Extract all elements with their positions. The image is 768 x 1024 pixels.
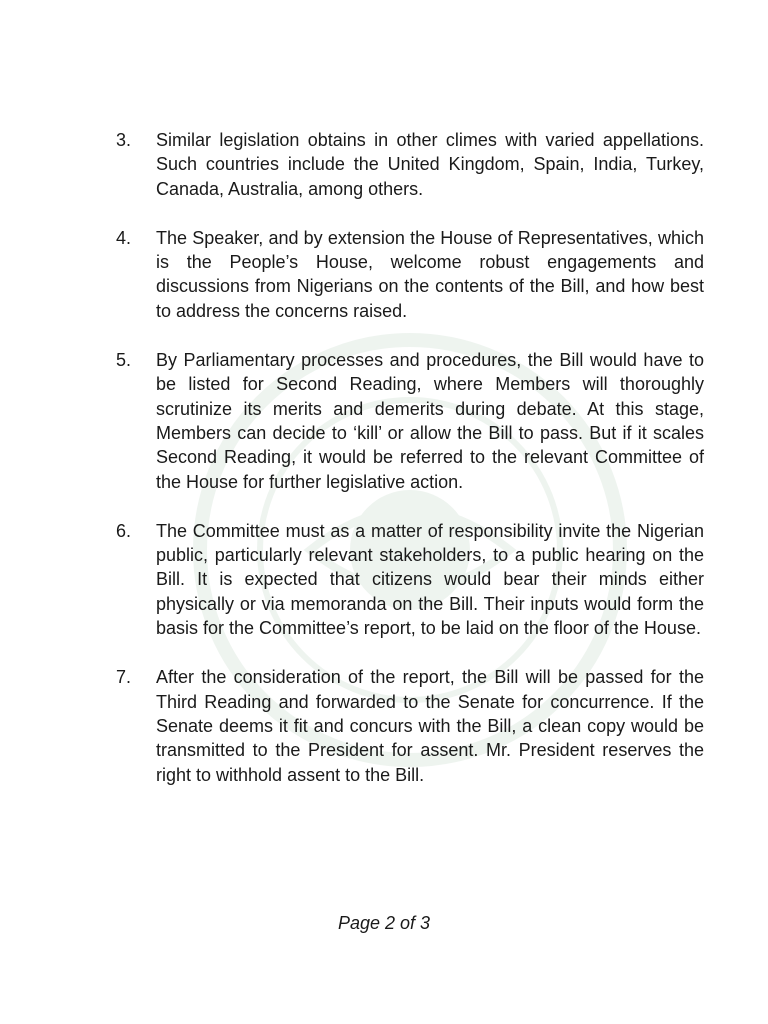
- item-text: After the consideration of the report, the Bill will be passed for the Third Reading and forwarded to the Senate for concurrence. If the Senate deems it fit and concurs with the Bill, a clean copy would be transmitted to the President for assent. Mr. President reserves the right to withhold assent to the Bill.: [156, 667, 704, 785]
- item-number: 3.: [116, 130, 132, 150]
- list-item: [116, 519, 704, 640]
- item-number: 5.: [116, 350, 132, 371]
- item-number: 4.: [116, 227, 132, 248]
- list-item: [116, 348, 704, 494]
- item-text: By Parliamentary processes and procedures, the Bill would have to be listed for Second Reading, where Members will thoroughly scrutinize its merits and demerits during debate. At this stage, Members can decide to ‘kill’ or allow the Bill to pass. But if it scales Second Reading, it would be referred to the relevant Committee of the House for further legislative action.: [156, 350, 704, 492]
- item-text: The Speaker, and by extension the House of Representatives, which is the People’s House, welcome robust engagements and discussions from Nigerians on the contents of the Bill, and how best to address the concerns raised.: [156, 227, 704, 321]
- list-item: [116, 128, 704, 201]
- list-item: [116, 665, 704, 786]
- item-number: 6.: [116, 520, 132, 541]
- item-number: 7.: [116, 667, 132, 688]
- list-item: [116, 226, 704, 323]
- numbered-paragraph-list: [116, 128, 704, 812]
- item-text: Similar legislation obtains in other climes with varied appellations. Such countries include the United Kingdom, Spain, India, Turkey, Canada, Australia, among others.: [156, 130, 704, 199]
- item-text: The Committee must as a matter of responsibility invite the Nigerian public, particularly relevant stakeholders, to a public hearing on the Bill. It is expected that citizens would bear their minds either physically or via memoranda on the Bill. Their inputs would form the basis for the Committee’s report, to be laid on the floor of the House.: [156, 520, 704, 639]
- page-number: Page 2 of 3: [337, 913, 431, 933]
